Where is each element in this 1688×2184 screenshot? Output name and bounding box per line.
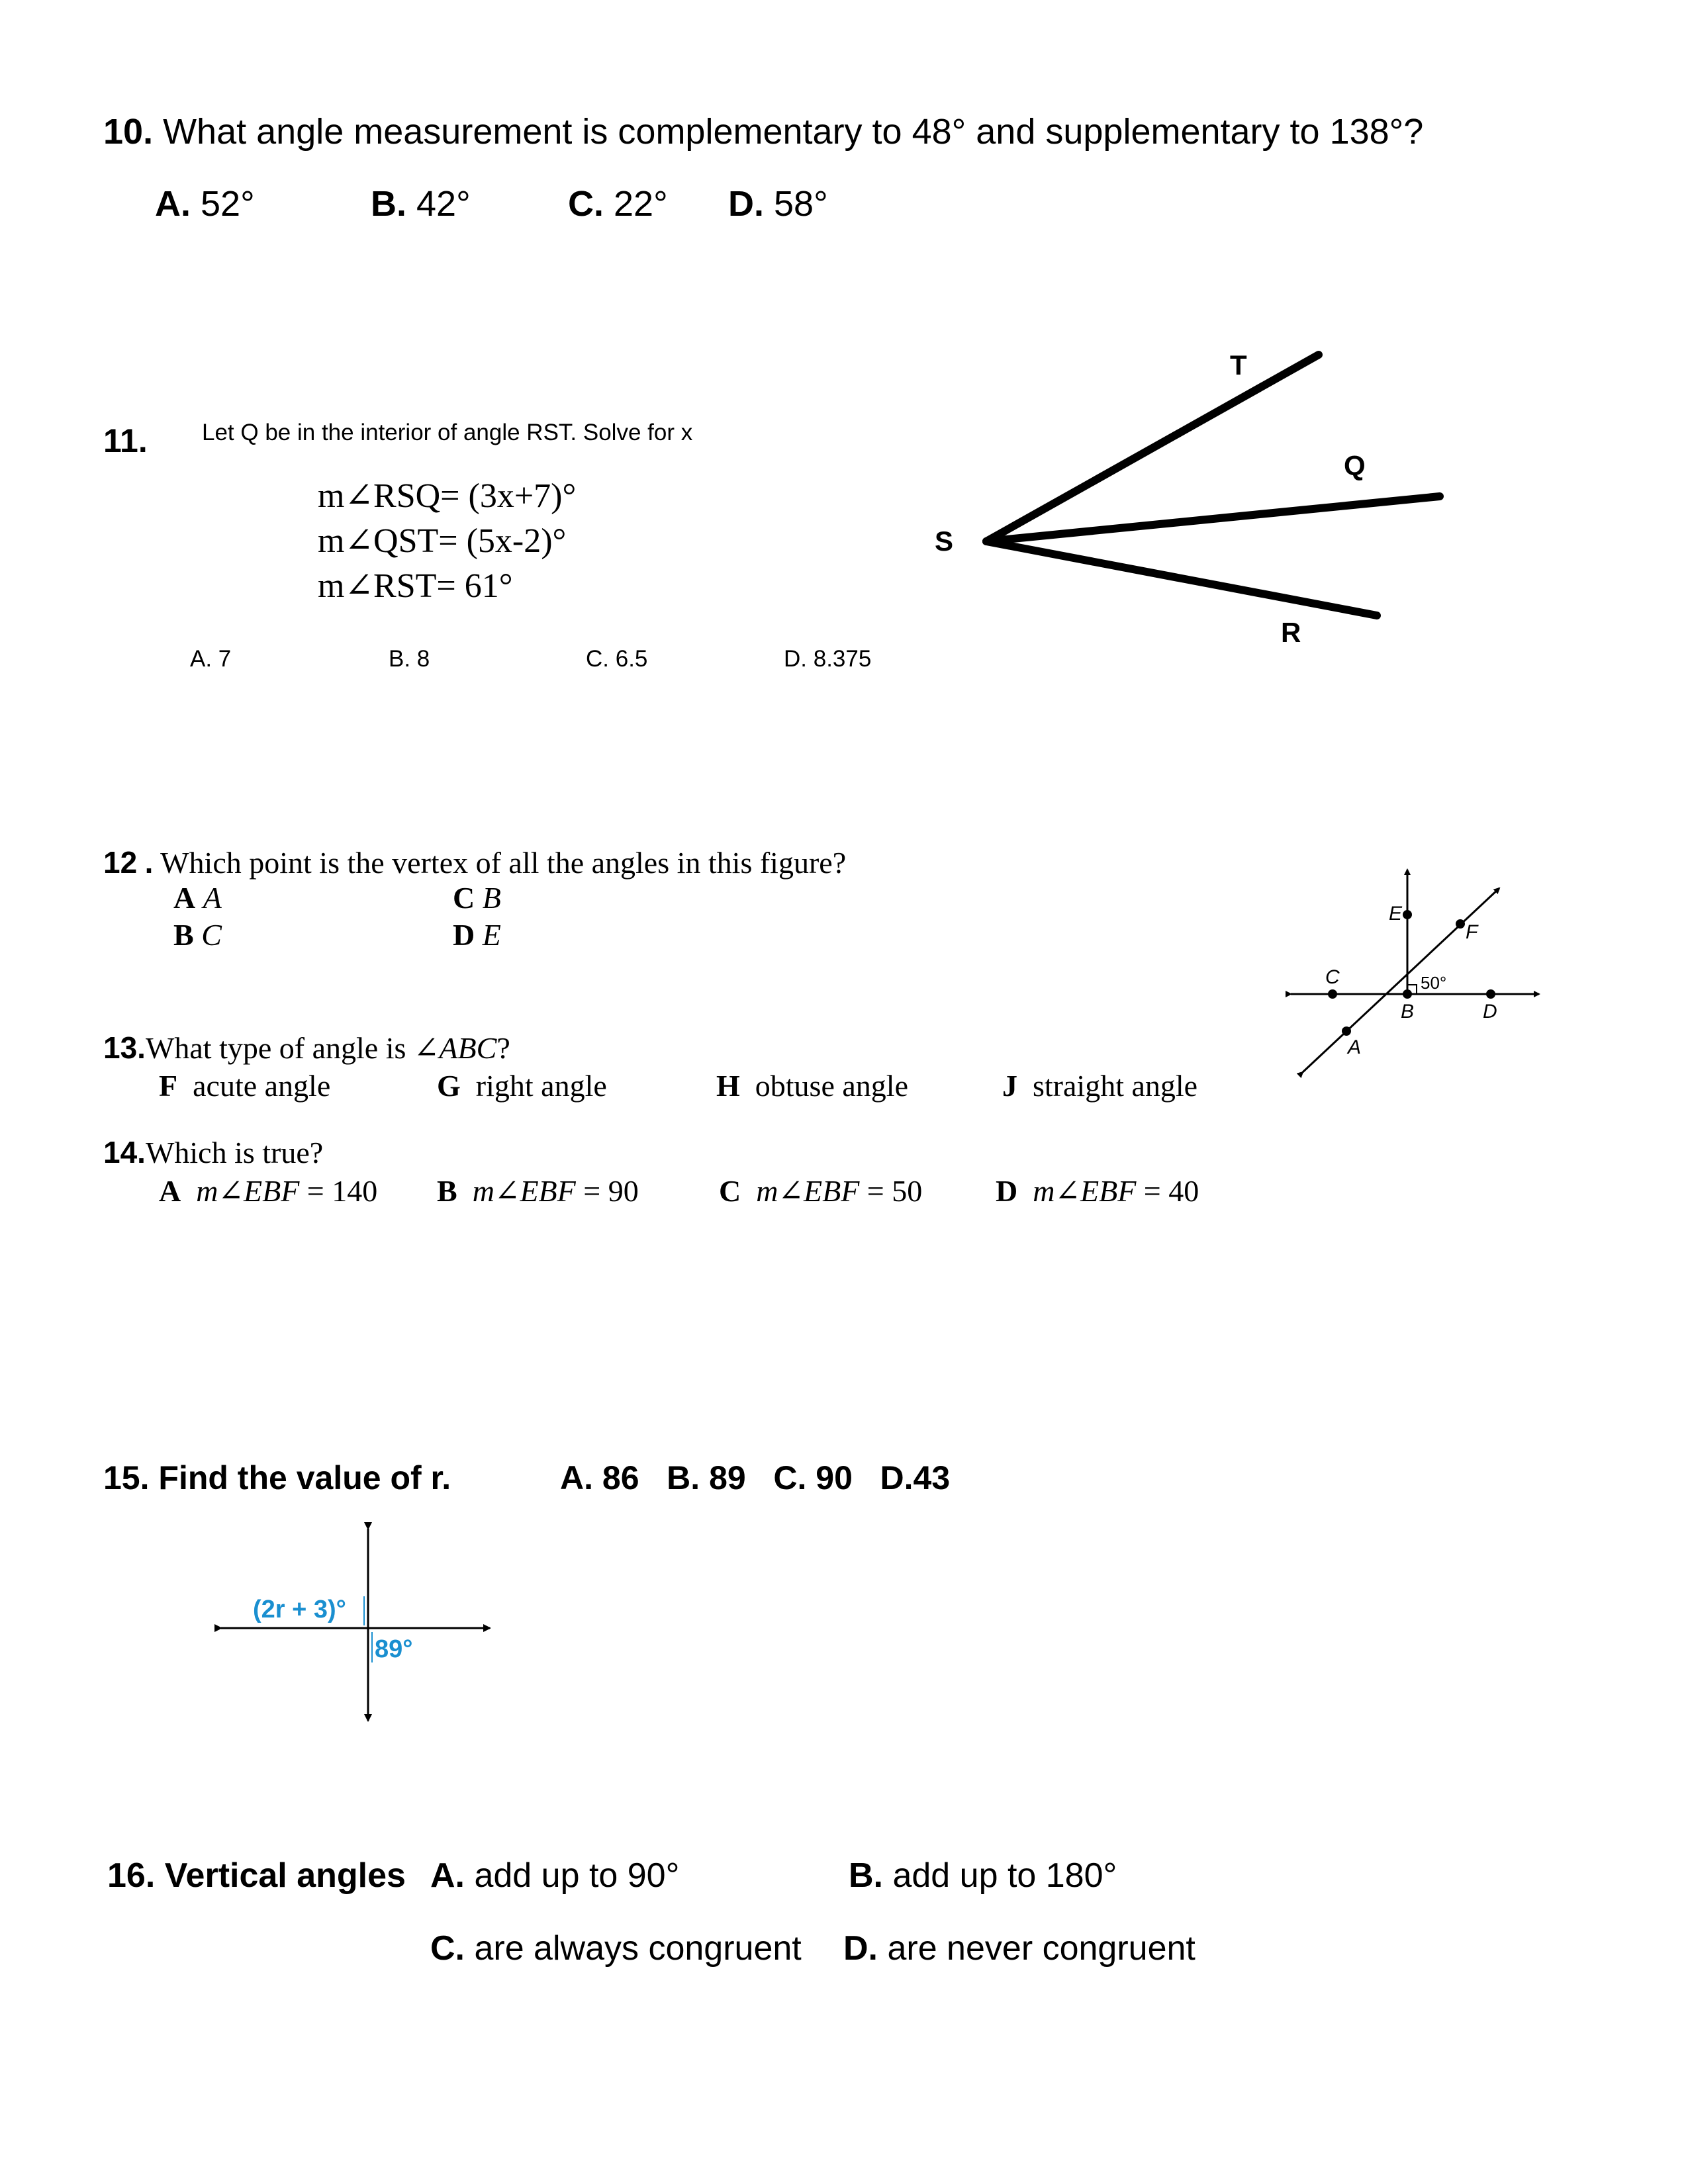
label-f: F	[1466, 921, 1478, 943]
q15-choices: A. 86 B. 89 C. 90 D.43	[560, 1459, 951, 1496]
point-d	[1486, 989, 1495, 999]
q16-lead: 16. Vertical angles	[107, 1856, 406, 1895]
angle-label-50: 50°	[1421, 973, 1447, 993]
q11-choice-a: A. 7	[190, 646, 232, 672]
label-s: S	[935, 525, 954, 557]
q15-figure	[212, 1522, 503, 1734]
label-e: E	[1389, 903, 1403, 925]
label-89: 89°	[375, 1635, 413, 1663]
q13-choice-h: H obtuse angle	[716, 1069, 908, 1103]
q10-number: 10.	[103, 112, 154, 152]
q13-choice-j: J straight angle	[1002, 1069, 1198, 1103]
q14-number: 14.	[103, 1135, 146, 1169]
label-b: B	[1401, 1001, 1415, 1023]
q12-number: 12	[103, 845, 138, 880]
q10-question	[103, 111, 1423, 152]
q12-choice-d: D E	[453, 918, 501, 952]
q12-choice-a: A A	[173, 881, 222, 915]
q10-choice-c: C. 22°	[568, 184, 668, 224]
q12-choice-c: C B	[453, 881, 501, 915]
q12-choice-b: B C	[173, 918, 222, 952]
q11-choice-b: B. 8	[389, 646, 430, 672]
q10-choice-a: A. 52°	[155, 184, 255, 224]
q10-choice-d: D. 58°	[728, 184, 828, 224]
q11-choice-d: D. 8.375	[784, 646, 872, 672]
q11-given-1: m∠RSQ= (3x+7)°	[318, 477, 577, 515]
q11-angle-figure	[914, 331, 1483, 649]
q12-text: Which point is the vertex of all the angles in this figure?	[160, 846, 847, 880]
point-c	[1328, 989, 1337, 999]
point-f	[1456, 919, 1465, 929]
q13-choice-f: F acute angle	[159, 1069, 331, 1103]
q11-prompt: Let Q be in the interior of angle RST. Solve for x	[202, 420, 693, 445]
q14-choice-c: C m∠EBF = 50	[719, 1174, 923, 1208]
q14-choice-a: A m∠EBF = 140	[159, 1174, 378, 1208]
label-a: A	[1348, 1036, 1362, 1058]
q15-question: 15. Find the value of r.	[103, 1459, 451, 1496]
q14-choice-d: D m∠EBF = 40	[996, 1174, 1199, 1208]
label-c: C	[1325, 966, 1340, 988]
q10-choice-b: B. 42°	[371, 184, 471, 224]
ray-sr	[986, 541, 1377, 615]
q16-choice-a: A. add up to 90°	[430, 1856, 680, 1895]
q13-choice-g: G right angle	[437, 1069, 607, 1103]
q11-number: 11.	[103, 422, 148, 459]
label-d: D	[1483, 1001, 1497, 1023]
point-a	[1342, 1026, 1351, 1036]
q16-choice-d: D. are never congruent	[843, 1929, 1196, 1968]
q12-figure	[1278, 860, 1549, 1085]
label-2r-plus-3: (2r + 3)°	[253, 1596, 346, 1623]
q10-text: What angle measurement is complementary to 48° and supplementary to 138°?	[163, 112, 1424, 152]
q12-question: 12 . Which point is the vertex of all the angles in this figure?	[103, 845, 847, 880]
label-q: Q	[1344, 450, 1366, 481]
q11-given-2: m∠QST= (5x-2)°	[318, 522, 567, 560]
q13-question: 13.What type of angle is ∠ABC?	[103, 1030, 510, 1065]
q16-choice-b: B. add up to 180°	[849, 1856, 1117, 1895]
q11-choice-c: C. 6.5	[586, 646, 648, 672]
q14-question: 14.Which is true?	[103, 1135, 324, 1169]
label-r: R	[1281, 617, 1301, 648]
point-b	[1403, 989, 1412, 999]
point-e	[1403, 910, 1412, 919]
q16-choice-c: C. are always congruent	[430, 1929, 802, 1968]
label-t: T	[1230, 349, 1247, 381]
q13-number: 13.	[103, 1030, 146, 1065]
q11-given-3: m∠RST= 61°	[318, 567, 513, 605]
q14-choice-b: B m∠EBF = 90	[437, 1174, 639, 1208]
